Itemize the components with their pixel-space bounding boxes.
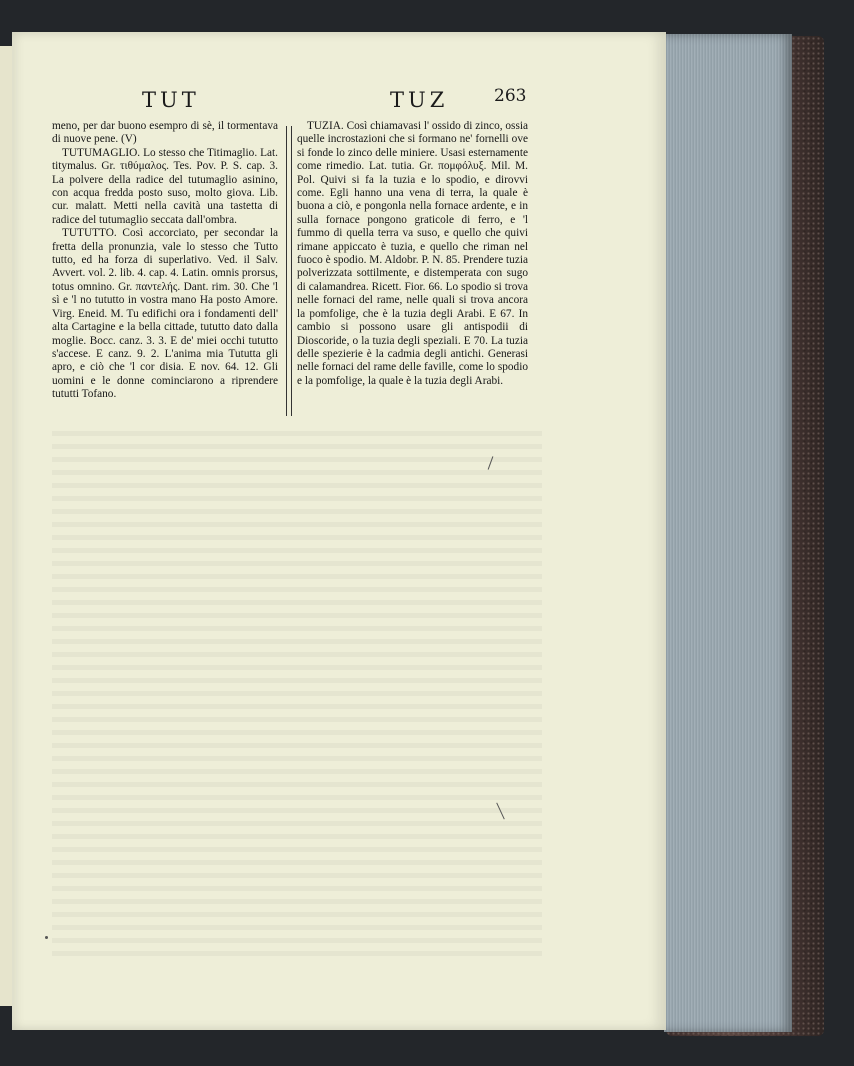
book-page: [12, 32, 666, 1030]
dictionary-entry: [297, 120, 528, 388]
page-edges: [664, 34, 792, 1032]
right-column: [297, 120, 528, 388]
entry-headword: TUZIA.: [307, 120, 344, 132]
paper-mark: [45, 936, 48, 939]
entry-text: Così chiamavasi l' ossido di zinco, ossia quelle incrostazioni che si formano ne' fornelli ove si fonde lo zinco delle miniere. Usasi esternamente come rimedio. Lat. tutia. Gr. πομφόλυξ. Mil. M. Pol. Quivi si fa la tuzia e lo spodio, e dirovvi come. Egli hanno una vena di terra, la quale è buona a ciò, e pongonla nella fornace ardente, e in sulla fornace pongono graticole di ferro, e 'l fummo di quella terra va suso, e quello che quivi rimane appiccato è tuzia, e quello che riman nel fuoco è spodio. M. Aldobr. P. N. 85. Prendere tuzia polverizzata sottilmente, e distemperata con sugo di calamandrea. Ricett. Fior. 66. Lo spodio si trova nelle fornaci del rame, nelle quali si trova ancora la pomfolige, che è la tuzia degli Arabi. E 67. In cambio si possono usare gli antispodii di Dioscoride, o la tuzia degli speziali. E 70. La tuzia delle spezierie è la cadmia degli antichi. Generasi nelle fornaci del rame delle faville, come lo spodio e la pomfolige, la quale è la tuzia degli Arabi.: [297, 120, 528, 387]
dictionary-entry: [52, 227, 278, 401]
column-divider: [286, 126, 292, 416]
entry-text: Lo stesso che Titimaglio. Lat. titymalus. Gr. τιθύμαλος. Tes. Pov. P. S. cap. 3. La polvere della radice del tutumaglio asinino, con acqua fredda posto suso, molto giova. Lib. cur. malatt. Metti nella cavità una tastetta di radice del tutumaglio seccata dall'ombra.: [52, 146, 278, 226]
left-running-head: TUT: [142, 88, 200, 112]
dictionary-entry: [52, 120, 278, 147]
dictionary-entry: [52, 147, 278, 227]
show-through-text: [52, 424, 542, 956]
entry-headword: TUTUMAGLIO.: [62, 146, 141, 159]
entry-headword: TUTUTTO.: [62, 227, 117, 240]
right-running-head: TUZ: [390, 88, 449, 112]
entry-text: Così accorciato, per secondar la fretta della pronunzia, vale lo stesso che Tutto tutto, ed ha forza di superlativo. Ved. il Salv. Avvert. vol. 2. lib. 4. cap. 4. Latin. omnis prorsus, totus omnino. Gr. παντελής. Dant. rim. 30. Che 'l sì e 'l no tututto in vostra mano Ha posto Amore. Virg. Eneid. M. Tu edifichi ora i fondamenti dell' alta Cartagine e la bella cittade, tututto dato dalla moglie. Bocc. canz. 3. 3. E de' miei occhi tututto s'accese. E canz. 9. 2. L'anima mia Tututta gli apro, e ciò che 'l cor disia. E nov. 64. 12. Gli uomini e le donne cominciarono a riprendere tututti Tofano.: [52, 227, 278, 401]
left-column: [52, 120, 278, 402]
page-number: 263: [494, 86, 527, 106]
entry-text: meno, per dar buono esempro di sè, il tormentava di nuove pene. (V): [52, 120, 278, 146]
